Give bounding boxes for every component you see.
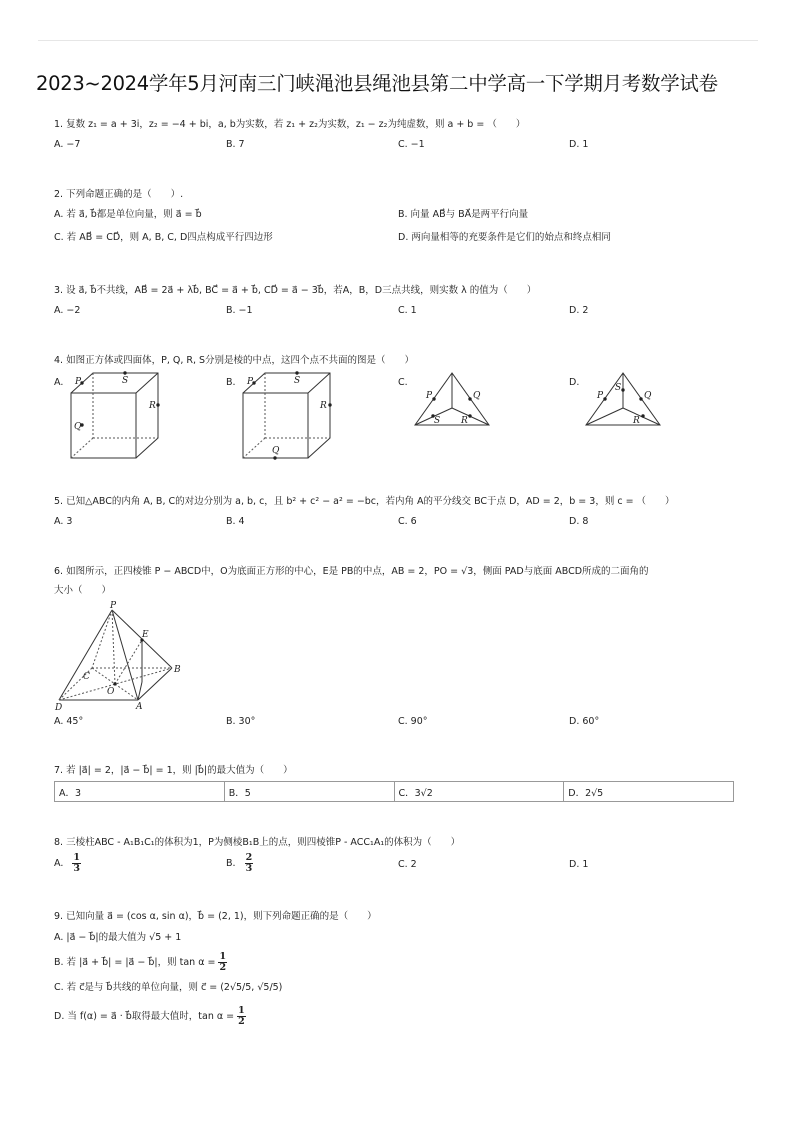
q6-option-c: C. 90° — [398, 716, 428, 727]
label-A: A — [136, 702, 143, 712]
label-Q: Q — [272, 446, 280, 456]
label-R: R — [320, 401, 327, 411]
q8-option-a-label: A. — [54, 858, 64, 869]
question-7-stem: 7. 若 |a⃗| = 2，|a⃗ − b⃗| = 1，则 |b⃗|的最大值为（ ） — [54, 765, 293, 776]
q4-figure-a-cube — [66, 370, 166, 465]
label-P: P — [110, 601, 117, 611]
question-6-stem-line1: 6. 如图所示，正四棱锥 P − ABCD中，O为底面正方形的中心，E是 PB的中点，AB = 2，PO = √3，侧面 PAD与底面 ABCD所成的二面角的 — [54, 566, 649, 577]
label-Q: Q — [473, 391, 481, 401]
q6-option-a: A. 45° — [54, 716, 84, 727]
q2-option-c: C. 若 AB⃗ = CD⃗，则 A, B, C, D四点构成平行四边形 — [54, 232, 273, 243]
q8-option-b-label: B. — [226, 858, 236, 869]
q4-figure-c-tetrahedron — [412, 370, 494, 430]
q4-figure-b-cube — [238, 370, 338, 465]
q8-option-a — [54, 853, 81, 874]
label-R: R — [461, 416, 468, 426]
q1-option-d: D. 1 — [569, 139, 589, 150]
label-R: R — [633, 416, 640, 426]
question-1-stem: 1. 复数 z₁ = a + 3i，z₂ = −4 + bi，a, b为实数，若 z₁ + z₂为实数，z₁ − z₂为纯虚数，则 a + b = （ ） — [54, 119, 526, 130]
page-title: 2023~2024学年5月河南三门峡渑池县绳池县第二中学高一下学期月考数学试卷 — [36, 72, 718, 95]
label-P: P — [597, 391, 604, 401]
label-E: E — [142, 630, 149, 640]
q9-option-b-text: B. 若 |a⃗ + b⃗| = |a⃗ − b⃗|，则 tan α = — [54, 957, 219, 968]
q8-option-b — [226, 853, 253, 874]
question-5-stem: 5. 已知△ABC的内角 A, B, C的对边分别为 a, b, c，且 b² + c² − a² = −bc，若内角 A的平分线交 BC于点 D，AD = 2，b = 3，则 c = （ ） — [54, 496, 675, 507]
denominator: 2 — [238, 1016, 245, 1027]
q3-option-a: A. −2 — [54, 305, 81, 316]
q7-option-c: C．3√2 — [394, 782, 564, 802]
q1-option-b: B. 7 — [226, 139, 245, 150]
q4-figure-d-tetrahedron — [583, 370, 665, 430]
q1-option-a: A. −7 — [54, 139, 81, 150]
question-8-stem: 8. 三棱柱ABC - A₁B₁C₁的体积为1，P为侧棱B₁B上的点，则四棱锥P - ACC₁A₁的体积为（ ） — [54, 837, 461, 848]
question-2-stem: 2. 下列命题正确的是（ ）. — [54, 189, 184, 200]
q1-option-c: C. −1 — [398, 139, 425, 150]
numerator: 2 — [245, 852, 253, 863]
label-P: P — [75, 377, 82, 387]
q8-option-a-fraction — [72, 853, 81, 874]
q9-option-d-text: D. 当 f(α) = a⃗ · b⃗取得最大值时，tan α = — [54, 1011, 238, 1022]
q3-option-d: D. 2 — [569, 305, 589, 316]
numerator: 1 — [238, 1005, 245, 1016]
q9-option-d-fraction — [237, 1006, 246, 1027]
q6-pyramid-figure — [54, 600, 184, 712]
label-P: P — [247, 377, 254, 387]
label-C: C — [83, 672, 90, 682]
q3-option-c: C. 1 — [398, 305, 417, 316]
label-D: D — [55, 703, 63, 713]
numerator: 1 — [73, 852, 81, 863]
q6-option-b: B. 30° — [226, 716, 256, 727]
q4-option-b: B. — [226, 377, 236, 388]
q9-option-c: C. 若 c⃗是与 b⃗共线的单位向量，则 c⃗ = (2√5/5, √5/5) — [54, 982, 283, 993]
label-R: R — [149, 401, 156, 411]
q4-option-a: A. — [54, 377, 64, 388]
q8-option-b-fraction — [245, 853, 254, 874]
q5-option-b: B. 4 — [226, 516, 245, 527]
q2-option-d: D. 两向量相等的充要条件是它们的始点和终点相同 — [398, 232, 611, 243]
q7-option-d: D．2√5 — [564, 782, 734, 802]
denominator: 3 — [73, 863, 81, 874]
label-S: S — [294, 376, 301, 386]
q9-option-b-fraction — [218, 952, 227, 973]
numerator: 1 — [219, 951, 227, 962]
top-divider — [38, 40, 758, 41]
q6-option-d: D. 60° — [569, 716, 600, 727]
label-B: B — [174, 665, 181, 675]
q7-option-b: B．5 — [224, 782, 394, 802]
q7-options-table — [54, 781, 734, 802]
q8-option-d: D. 1 — [569, 859, 589, 870]
q5-option-a: A. 3 — [54, 516, 73, 527]
label-Q: Q — [644, 391, 652, 401]
q8-option-c: C. 2 — [398, 859, 417, 870]
q5-option-c: C. 6 — [398, 516, 417, 527]
question-6-stem-line2: 大小（ ） — [54, 585, 112, 596]
q5-option-d: D. 8 — [569, 516, 589, 527]
q3-option-b: B. −1 — [226, 305, 253, 316]
label-S: S — [615, 383, 622, 393]
label-Q: Q — [74, 422, 82, 432]
q4-option-d: D. — [569, 377, 580, 388]
label-S: S — [434, 416, 441, 426]
question-9-stem: 9. 已知向量 a⃗ = (cos α, sin α)，b⃗ = (2, 1)，则下列命题正确的是（ ） — [54, 911, 377, 922]
question-3-stem: 3. 设 a⃗, b⃗不共线，AB⃗ = 2a⃗ + λb⃗, BC⃗ = a⃗ + b⃗, CD⃗ = a⃗ − 3b⃗，若A，B，D三点共线，则实数 λ 的值为（ ） — [54, 285, 537, 296]
q9-option-a: A. |a⃗ − b⃗|的最大值为 √5 + 1 — [54, 932, 182, 943]
q9-option-d — [54, 1006, 246, 1027]
denominator: 3 — [245, 863, 253, 874]
label-S: S — [122, 376, 129, 386]
q9-option-b — [54, 952, 227, 973]
label-P: P — [426, 391, 433, 401]
q2-option-a: A. 若 a⃗, b⃗都是单位向量，则 a⃗ = b⃗ — [54, 209, 202, 220]
q7-option-a: A．3 — [55, 782, 225, 802]
label-O: O — [107, 687, 115, 697]
denominator: 2 — [219, 962, 227, 973]
q2-option-b: B. 向量 AB⃗与 BA⃗是两平行向量 — [398, 209, 529, 220]
question-4-stem: 4. 如图正方体或四面体，P, Q, R, S分别是棱的中点，这四个点不共面的图是（ ） — [54, 355, 415, 366]
q4-option-c: C. — [398, 377, 408, 388]
